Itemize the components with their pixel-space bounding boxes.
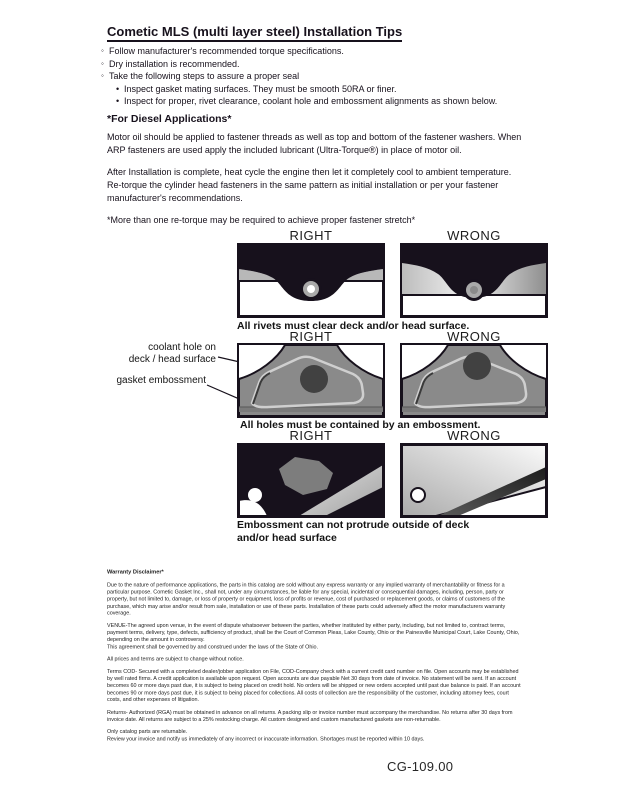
disclaimer-heading: Warranty Disclaimer* [107, 568, 164, 575]
rivet-clear-right-illustration [237, 243, 385, 318]
row3-caption: Embossment can not protrude outside of deck and/or head surface [237, 519, 470, 544]
list-item [116, 95, 536, 108]
list-item [116, 83, 536, 96]
hole-embossment-wrong-illustration [400, 343, 548, 418]
row3-right-diagram [237, 443, 385, 518]
list-item [101, 45, 536, 58]
list-item [101, 70, 536, 83]
disclaimer-paragraph: VENUE-The agreed upon venue, in the event of dispute whatsoever between the parties, whether instituted by either party, including, but not limited to, contract terms, payment terms, delivery, type, defects, sufficiency of product, shall be the Court of Common Pleas, Lake County, Ohio or the Painesville Municipal Court, Lake County, Ohio, depending on the amount in controversy. [107, 622, 520, 643]
paragraph: *More than one re-torque may be required to achieve proper fastener stretch* [107, 215, 416, 225]
protrusion-wrong-illustration [400, 443, 548, 518]
list-item-text: Inspect for proper, rivet clearance, coolant hole and embossment alignments as shown below. [124, 96, 498, 107]
row2-wrong-diagram [400, 343, 548, 418]
row1-right-label: RIGHT [289, 228, 333, 243]
row1-wrong-diagram [400, 243, 548, 318]
installation-tips-list [101, 45, 536, 108]
open-bullet-icon: ◦ [101, 46, 104, 55]
disclaimer-paragraph: Returns- Authorized (RGA) must be obtained in advance on all returns. A packing slip or invoice number must accompany the merchandise. No returns after 30 days from invoice date. All returns are subject to a 25% restocking charge. All custom designed and custom manufactured gaskets are non-returnable. [107, 708, 513, 723]
diesel-paragraphs [107, 131, 527, 236]
row1-wrong-label: WRONG [447, 228, 501, 243]
disclaimer-paragraph: Terms COD- Secured with a completed dealer/jobber application on File, COD-Company check with a current credit card number on file. Open accounts may be established by well rated firms. A credit application is available upon request. Open accounts are due payable Net 30 days from date of invoice. No statement will be sent. If an account becomes 60 or more days past due, it is subject to being placed on credit hold. No orders will be shipped or new orders accepted until past due balance is paid. If an account becomes 90 or more days past due, it is subject to being placed for collections. All costs of collection are the responsibility of the customer, including attorney fees, court costs, and other expenses of litigation. [107, 668, 521, 703]
hole-embossment-right-illustration [237, 343, 385, 418]
page-code: CG-109.00 [387, 759, 454, 774]
row2-caption: All holes must be contained by an embossment. [240, 419, 481, 431]
list-item-text: Take the following steps to assure a proper seal [109, 71, 300, 82]
gasket-embossment-annotation: gasket embossment [116, 375, 206, 386]
list-item-text: Inspect gasket mating surfaces. They must be smooth 50RA or finer. [124, 83, 397, 94]
disclaimer-paragraph: All prices and terms are subject to change without notice. [107, 655, 244, 663]
row3-wrong-label: WRONG [447, 428, 501, 443]
list-item-text: Follow manufacturer's recommended torque specifications. [109, 46, 344, 56]
filled-bullet-icon: • [116, 96, 120, 107]
coolant-hole-annotation: coolant hole on deck / head surface [128, 342, 216, 365]
protrusion-right-illustration [237, 443, 385, 518]
disclaimer-paragraph: Due to the nature of performance applications, the parts in this catalog are sold without any express warranty or any implied warranty of merchantability or fitness for a particular purpose. Cometic Gasket Inc., shall not, under any circumstances, be liable for any special, incidental or consequential damages, including, person, party or property, but not limited to, damage, or loss of property or equipment, loss of profits or revenue, cost of purchased or replacement goods, or claims of customers of the purchase, which may arise and/or result from sale, installation or use of these parts. Installation of these parts could adversely affect the motor manufacturers warranty coverage. [107, 581, 506, 617]
row3-wrong-diagram [400, 443, 548, 518]
row2-right-label: RIGHT [289, 329, 333, 344]
list-item-text: Dry installation is recommended. [109, 58, 240, 69]
row2-wrong-label: WRONG [447, 329, 501, 344]
disclaimer-paragraph: Review your invoice and notify us immediately of any incorrect or inaccurate information. Shortages must be reported within 10 days. [107, 735, 425, 742]
diesel-applications-heading: *For Diesel Applications* [107, 113, 232, 125]
warranty-disclaimer-section [107, 568, 521, 800]
open-bullet-icon: ◦ [101, 71, 104, 81]
rivet-clear-wrong-illustration [400, 243, 548, 318]
row2-right-diagram [237, 343, 385, 418]
filled-bullet-icon: • [116, 83, 120, 94]
row1-caption: All rivets must clear deck and/or head surface. [237, 320, 470, 332]
row1-right-diagram [237, 243, 385, 318]
list-item [101, 58, 536, 71]
row3-right-label: RIGHT [289, 428, 333, 443]
paragraph: After Installation is complete, heat cycle the engine then let it completely cool to ambient temperature. Re-torque the cylinder head fasteners in the same pattern as initial installation or per your fastener manufacturer's recommendations. [107, 167, 512, 203]
disclaimer-paragraph: Only catalog parts are returnable. [107, 728, 188, 735]
paragraph: Motor oil should be applied to fastener threads as well as top and bottom of the fastener washers. When ARP fasteners are used apply the included lubricant (Ultra-Torque®) in place of motor oil. [107, 132, 522, 155]
page-title: Cometic MLS (multi layer steel) Installation Tips [107, 24, 402, 42]
disclaimer-paragraph: This agreement shall be governed by and construed under the laws of the State of Ohio. [107, 643, 319, 650]
open-bullet-icon: ◦ [101, 58, 104, 68]
